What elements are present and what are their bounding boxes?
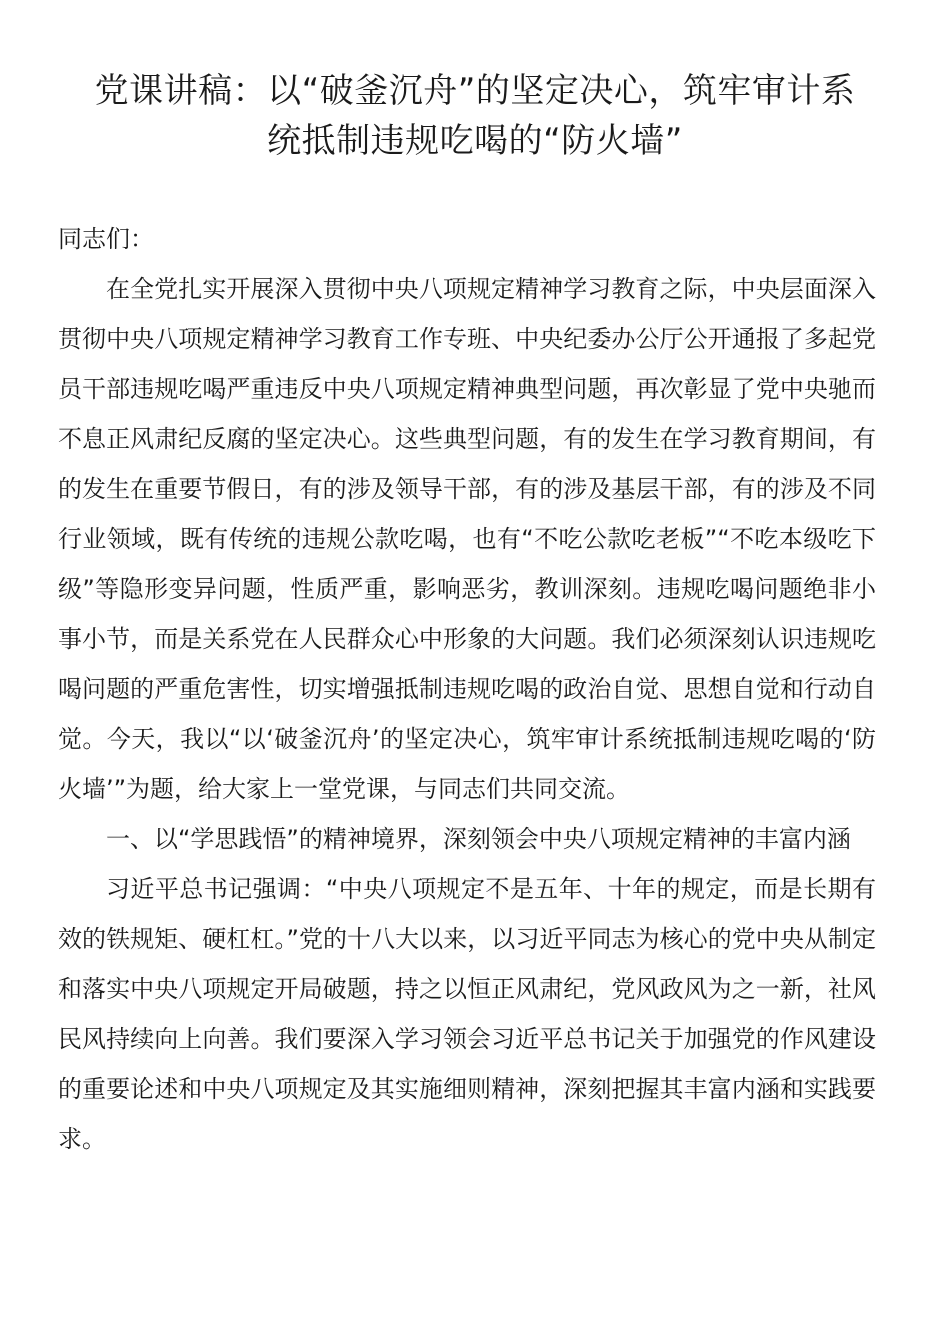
document-body	[58, 214, 876, 1164]
title-line-2: 统抵制违规吃喝的“防火墙”	[267, 121, 683, 161]
title-line-1: 党课讲稿：以“破釜沉舟”的坚定决心，筑牢审计系	[94, 71, 856, 111]
paragraph-intro: 在全党扎实开展深入贯彻中央八项规定精神学习教育之际，中央层面深入贯彻中央八项规定精神学习教育工作专班、中央纪委办公厅公开通报了多起党员干部违规吃喝严重违反中央八项规定精神典型问题，再次彰显了党中央驰而不息正风肃纪反腐的坚定决心。这些典型问题，有的发生在学习教育期间，有的发生在重要节假日，有的涉及领导干部，有的涉及基层干部，有的涉及不同行业领域，既有传统的违规公款吃喝，也有“不吃公款吃老板”“不吃本级吃下级”等隐形变异问题，性质严重，影响恶劣，教训深刻。违规吃喝问题绝非小事小节，而是关系党在人民群众心中形象的大问题。我们必须深刻认识违规吃喝问题的严重危害性，切实增强抵制违规吃喝的政治自觉、思想自觉和行动自觉。今天，我以“以‘破釜沉舟’的坚定决心，筑牢审计系统抵制违规吃喝的‘防火墙’”为题，给大家上一堂党课，与同志们共同交流。	[58, 275, 876, 803]
paragraph-section-one: 习近平总书记强调：“中央八项规定不是五年、十年的规定，而是长期有效的铁规矩、硬杠杠。”党的十八大以来，以习近平同志为核心的党中央从制定和落实中央八项规定开局破题，持之以恒正风肃纪，党风政风为之一新，社风民风持续向上向善。我们要深入学习领会习近平总书记关于加强党的作风建设的重要论述和中央八项规定及其实施细则精神，深刻把握其丰富内涵和实践要求。	[58, 875, 876, 1153]
salutation: 同志们：	[58, 225, 154, 253]
section-heading: 一、以“学思践悟”的精神境界，深刻领会中央八项规定精神的丰富内涵	[106, 825, 851, 853]
document-title	[40, 66, 910, 166]
